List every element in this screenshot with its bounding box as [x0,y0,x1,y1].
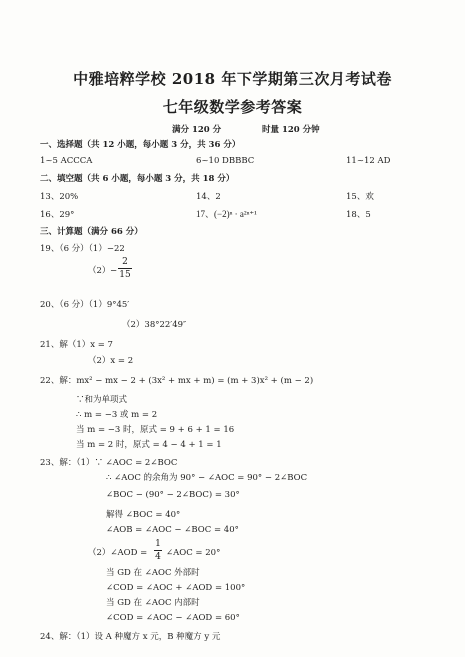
q19-fraction-denominator: 15 [119,270,131,280]
q23-fraction [154,539,162,562]
time-limit: 时量 120 分钟 [262,125,320,135]
q19-minus-sign: − [110,266,118,276]
section-heading-calc: 三、计算题（满分 66 分） [40,227,143,237]
q20-part1: 20、（6 分）（1）9°45′ [40,300,130,310]
q23-step3: 解得 ∠BOC = 40° [106,510,181,520]
answer-1-5: 1~5 ACCCA [40,156,93,166]
q23-step4: ∠AOB = ∠AOC − ∠BOC = 40° [106,525,239,535]
answer-17: 17、(−2)ⁿ · a²ⁿ⁺¹ [196,209,257,219]
q19-part1: 19、（6 分）（1）−22 [40,244,125,254]
q19-fraction [118,257,132,280]
q23-step2: ∠BOC − (90° − 2∠BOC) = 30° [106,490,240,500]
q23-part2-label: （2）∠AOD = [88,548,148,558]
q24-part1: 24、解：（1）设 A 种魔方 x 元，B 种魔方 y 元 [40,632,221,642]
answer-16: 16、29° [40,210,75,220]
q23-fraction-denominator: 4 [155,552,161,562]
q23-case1: 当 GD 在 ∠AOC 外部时 [106,568,200,578]
fraction-bar [118,268,132,269]
q22-step3: 当 m = −3 时，原式 = 9 + 6 + 1 = 16 [76,425,235,435]
answer-13: 13、20% [40,192,79,202]
section-heading-choice: 一、选择题（共 12 小题，每小题 3 分，共 36 分） [40,140,241,150]
q23-part2-result: ∠AOC = 20° [166,548,221,558]
q22-step1: ∵和为单项式 [76,395,128,405]
section-heading-fill: 二、填空题（共 6 小题，每小题 3 分，共 18 分） [40,174,235,184]
q23-fraction-numerator: 1 [155,539,161,549]
answer-18: 18、5 [346,210,371,220]
q22-step4: 当 m = 2 时，原式 = 4 − 4 + 1 = 1 [76,440,222,450]
q19-part2-label: （2） [88,266,111,276]
q21-part1: 21、解（1）x = 7 [40,340,113,350]
answer-11-12: 11~12 AD [346,156,391,166]
total-score: 满分 120 分 [172,125,222,135]
answer-14: 14、2 [196,192,221,202]
answer-15: 15、欢 [346,192,374,202]
answer-6-10: 6~10 DBBBC [196,156,255,166]
q19-fraction-numerator: 2 [122,257,128,267]
q21-part2: （2）x = 2 [88,356,134,366]
q22-step2: ∴ m = −3 或 m = 2 [76,410,158,420]
q23-case2: 当 GD 在 ∠AOC 内部时 [106,598,200,608]
q23-case2-result: ∠COD = ∠AOC − ∠AOD = 60° [106,613,240,623]
q23-part1: 23、解：（1）∵ ∠AOC = 2∠BOC [40,458,178,468]
exam-title: 中雅培粹学校 2018 年下学期第三次月考试卷 [73,70,392,88]
q23-step1: ∴ ∠AOC 的余角为 90° − ∠AOC = 90° − 2∠BOC [106,473,308,483]
exam-subtitle: 七年级数学参考答案 [162,98,303,116]
q22-equation: 22、解：mx² − mx − 2 + (3x² + mx + m) = (m + 3)x² + (m − 2) [40,376,314,386]
q20-part2: （2）38°22′49″ [122,320,187,330]
fraction-bar [154,550,162,551]
q23-case1-result: ∠COD = ∠AOC + ∠AOD = 100° [106,583,246,593]
